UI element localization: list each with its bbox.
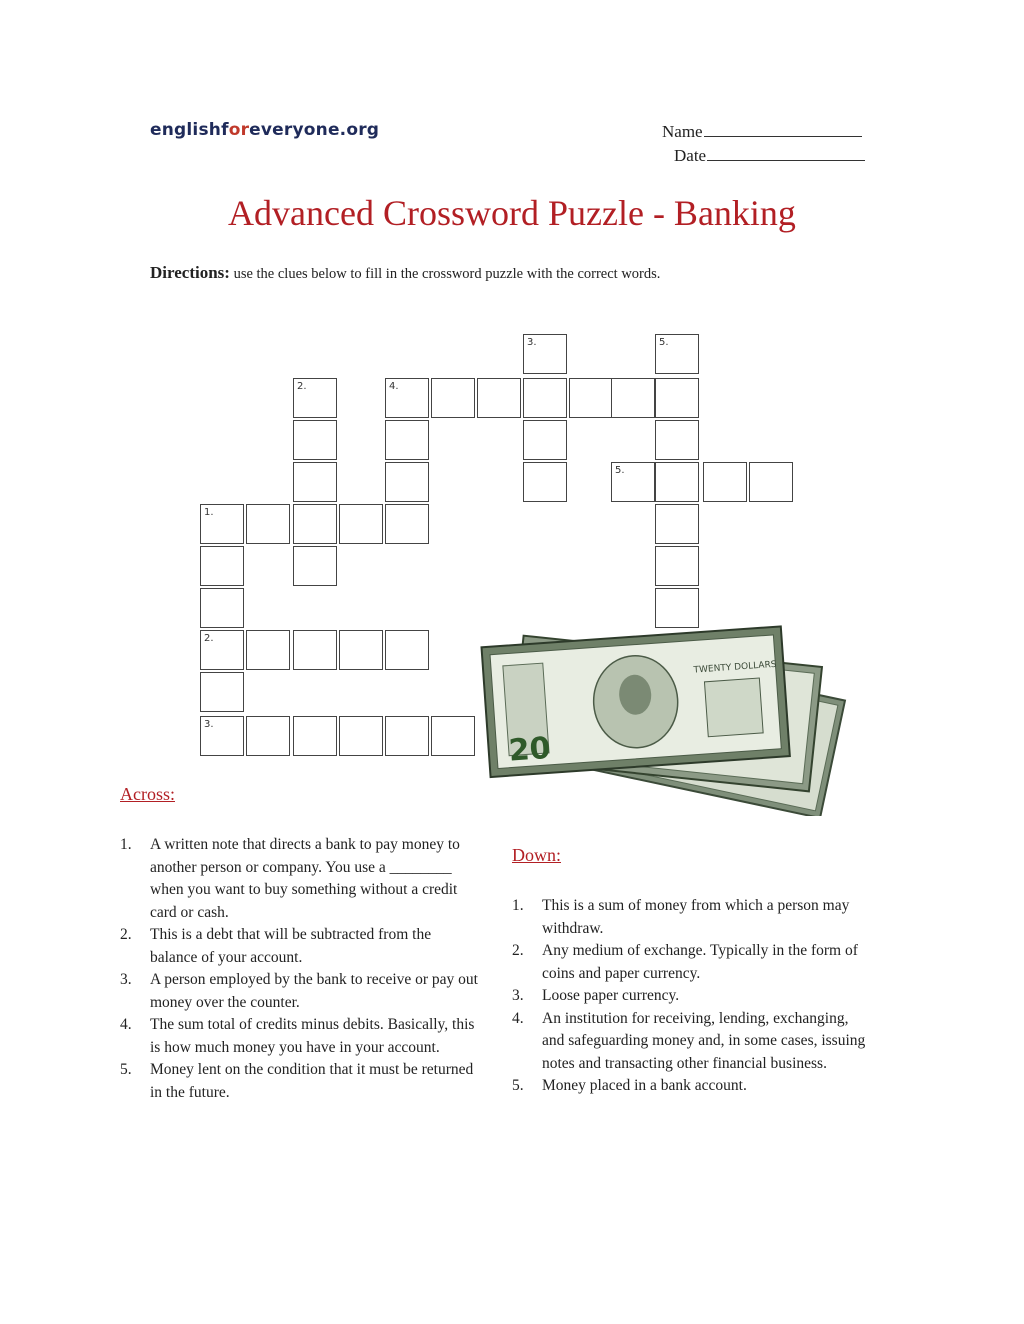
page-title: Advanced Crossword Puzzle - Banking (228, 193, 796, 233)
clue-text: Money lent on the condition that it must be returned in the future. (150, 1061, 474, 1101)
crossword-cell[interactable] (293, 716, 337, 756)
crossword-cell[interactable] (200, 716, 244, 756)
directions-text: use the clues below to fill in the crossword puzzle with the correct words. (233, 266, 661, 282)
clue-text: Money placed in a bank account. (542, 1077, 747, 1094)
crossword-cell[interactable] (703, 462, 747, 502)
clue-text: This is a sum of money from which a person may withdraw. (542, 897, 850, 937)
crossword-cell[interactable] (385, 462, 429, 502)
crossword-cell[interactable] (385, 630, 429, 670)
crossword-cell[interactable] (339, 504, 383, 544)
down-clue (512, 940, 872, 985)
crossword-cell[interactable] (200, 504, 244, 544)
crossword-cell[interactable] (655, 334, 699, 374)
crossword-cell[interactable] (385, 504, 429, 544)
across-clue (120, 1059, 480, 1104)
down-clues (512, 895, 872, 1098)
cell-number: 1. (204, 507, 214, 518)
logo-text-start: englishf (150, 120, 229, 140)
clue-text: The sum total of credits minus debits. Basically, this is how much money you have in your account. (150, 1016, 475, 1056)
crossword-cell[interactable] (523, 420, 567, 460)
crossword-cell[interactable] (200, 546, 244, 586)
crossword-cell[interactable] (385, 420, 429, 460)
crossword-cell[interactable] (523, 462, 567, 502)
crossword-cell[interactable] (655, 504, 699, 544)
bill-value: 20 (507, 730, 552, 769)
crossword-cell[interactable] (293, 420, 337, 460)
across-clue (120, 924, 480, 969)
crossword-cell[interactable] (431, 378, 475, 418)
clue-number: 3. (120, 971, 132, 988)
crossword-cell[interactable] (385, 378, 429, 418)
crossword-cell[interactable] (569, 378, 613, 418)
cell-number: 5. (659, 337, 669, 348)
across-clue (120, 834, 480, 924)
crossword-cell[interactable] (611, 378, 655, 418)
clue-number: 5. (512, 1077, 524, 1094)
down-heading: Down: (512, 845, 561, 865)
crossword-cell[interactable] (246, 716, 290, 756)
name-label: Name (662, 122, 703, 141)
crossword-cell[interactable] (749, 462, 793, 502)
clue-text: An institution for receiving, lending, exchanging, and safeguarding money and, in some cases, issuing notes and transacting other financial business. (542, 1009, 866, 1072)
crossword-cell[interactable] (655, 420, 699, 460)
money-stack-image (476, 606, 856, 816)
crossword-cell[interactable] (523, 334, 567, 374)
crossword-cell[interactable] (385, 716, 429, 756)
crossword-cell[interactable] (339, 630, 383, 670)
crossword-cell[interactable] (293, 462, 337, 502)
crossword-cell[interactable] (293, 630, 337, 670)
crossword-cell[interactable] (523, 378, 567, 418)
cell-number: 3. (527, 337, 537, 348)
cell-number: 2. (204, 633, 214, 644)
crossword-cell[interactable] (293, 504, 337, 544)
clue-text: This is a debt that will be subtracted from the balance of your account. (150, 926, 432, 966)
crossword-cell[interactable] (655, 546, 699, 586)
crossword-cell[interactable] (655, 462, 699, 502)
clue-text: A written note that directs a bank to pay money to another person or company. You use a ________ when you want to buy something without a credit card or cash. (150, 836, 460, 921)
logo-text-end: everyone.org (249, 120, 380, 140)
clue-number: 2. (120, 926, 132, 943)
crossword-cell[interactable] (293, 378, 337, 418)
crossword-cell[interactable] (246, 630, 290, 670)
cell-number: 4. (389, 381, 399, 392)
clue-number: 4. (512, 1009, 524, 1027)
across-clue (120, 1014, 480, 1059)
crossword-cell[interactable] (200, 672, 244, 712)
clue-text: Loose paper currency. (542, 987, 680, 1004)
clue-number: 1. (512, 897, 524, 914)
cell-number: 5. (615, 465, 625, 476)
clue-number: 3. (512, 987, 524, 1004)
crossword-cell[interactable] (611, 462, 655, 502)
logo-text-highlight: or (228, 120, 250, 140)
crossword-cell[interactable] (655, 378, 699, 418)
crossword-cell[interactable] (293, 546, 337, 586)
crossword-cell[interactable] (431, 716, 475, 756)
crossword-cell[interactable] (200, 588, 244, 628)
clue-number: 4. (120, 1016, 132, 1033)
date-label: Date (674, 146, 707, 165)
clue-number: 1. (120, 836, 132, 853)
directions-label: Directions: (150, 263, 230, 282)
bill-text: TWENTY DOLLARS (693, 659, 777, 676)
clue-number: 2. (512, 942, 524, 959)
clue-number: 5. (120, 1061, 132, 1078)
cell-number: 3. (204, 719, 214, 730)
down-clue (512, 895, 872, 940)
crossword-cell[interactable] (477, 378, 521, 418)
crossword-cell[interactable] (200, 630, 244, 670)
down-clue (512, 1008, 872, 1076)
down-clue (512, 985, 872, 1008)
clue-text: Any medium of exchange. Typically in the form of coins and paper currency. (542, 942, 858, 982)
across-heading: Across: (120, 784, 175, 804)
crossword-cell[interactable] (246, 504, 290, 544)
crossword-cell[interactable] (339, 716, 383, 756)
down-clue (512, 1075, 872, 1098)
cell-number: 2. (297, 381, 307, 392)
across-clue (120, 969, 480, 1014)
clue-text: A person employed by the bank to receive or pay out money over the counter. (150, 971, 478, 1011)
across-clues (120, 834, 480, 1104)
